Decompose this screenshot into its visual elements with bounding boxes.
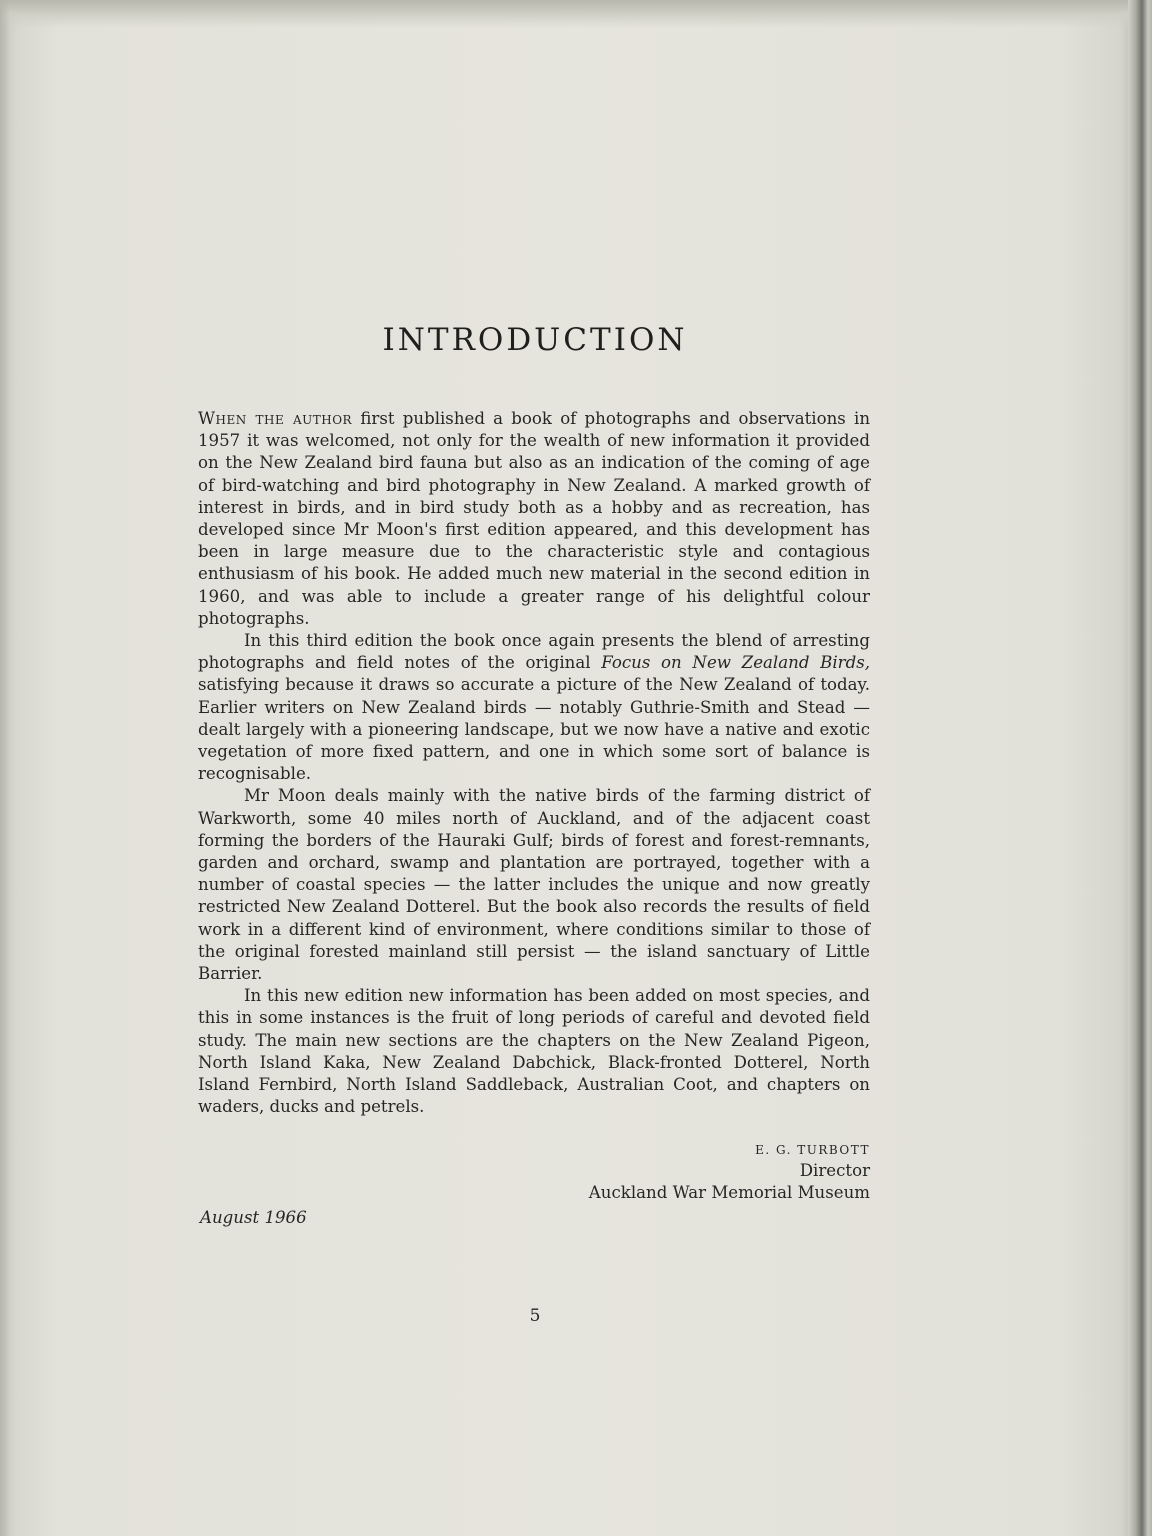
paragraph-1-lead: When the author bbox=[198, 409, 353, 428]
paragraph-2-text-after: satisfying because it draws so accurate a picture of the New Zealand of today. Earlier writers on New Zealand birds — notably Guthrie-Smith and Stead — dealt largely with a pioneering landscape, but we now have a native and exotic vegetation of more fixed pattern, and one in which some sort of balance is recognisable. bbox=[198, 675, 870, 784]
signature-block bbox=[560, 1140, 870, 1204]
book-title-reference: Focus on New Zealand Birds, bbox=[601, 653, 870, 673]
page-title: INTRODUCTION bbox=[382, 322, 688, 358]
signature-name: E. G. TURBOTT bbox=[755, 1143, 870, 1157]
paragraph-2-text-before: In this third edition the book once again presents the blend of arresting photographs and field notes of the original bbox=[198, 631, 870, 673]
paragraph-3: Mr Moon deals mainly with the native birds of the farming district of Warkworth, some 40 miles north of Auckland, and of the adjacent coast forming the borders of the Hauraki Gulf; birds of forest and forest-remnants, garden and orchard, swamp and plantation are portrayed, together with a number of coastal species — the latter includes the unique and now greatly restricted New Zealand Dotterel. But the book also records the results of field work in a different kind of environment, where conditions similar to those of the original forested mainland still persist — the island sanctuary of Little Barrier. bbox=[198, 786, 870, 984]
paragraph-1 bbox=[198, 408, 870, 630]
paragraph-4: In this new edition new information has been added on most species, and this in some instances is the fruit of long periods of careful and devoted field study. The main new sections are the chapters on the New Zealand Pigeon, North Island Kaka, New Zealand Dabchick, Black-fronted Dotterel, North Island Fernbird, North Island Saddleback, Australian Coot, and chapters on waders, ducks and petrels. bbox=[198, 986, 870, 1117]
paragraph-1-text: first published a book of photographs and observations in 1957 it was welcomed, not only for the wealth of new information it provided on the New Zealand bird fauna but also as an indication of the coming of age of bird-watching and bird photography in New Zealand. A marked growth of interest in birds, and in bird study both as a hobby and as recreation, has developed since Mr Moon's first edition appeared, and this development has been in large measure due to the characteristic style and contagious enthusiasm of his book. He added much new material in the second edition in 1960, and was able to include a greater range of his delightful colour photographs. bbox=[198, 409, 870, 628]
date-line: August 1966 bbox=[200, 1208, 307, 1227]
paragraph-2 bbox=[198, 630, 870, 785]
introduction-body bbox=[198, 408, 870, 1119]
signature-institution: Auckland War Memorial Museum bbox=[588, 1183, 870, 1202]
page-number: 5 bbox=[529, 1306, 541, 1326]
signature-role: Director bbox=[799, 1161, 870, 1180]
